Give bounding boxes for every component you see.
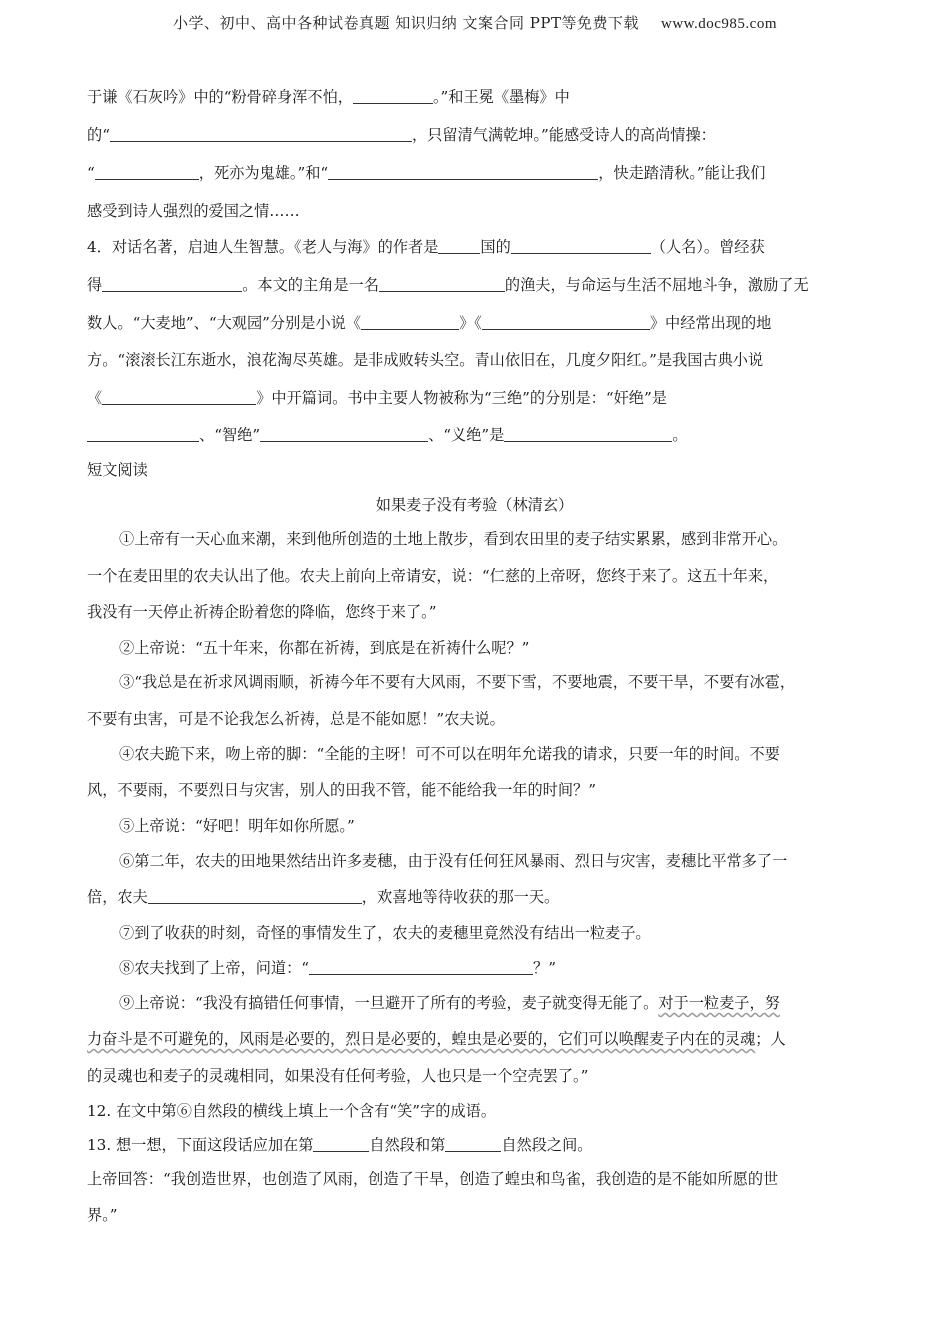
article-title: 如果麦子没有考验（林清玄） [375, 496, 574, 514]
paragraph-1-line-1: ①上帝有一天心血来潮，来到他所创造的土地上散步，看到农田里的麦子结实累累，感到非常开心。 [119, 530, 788, 548]
q4-text: 的渔夫，与命运与生活不屈地斗争，激励了无 [504, 276, 809, 294]
answer-blank[interactable] [361, 313, 459, 330]
answer-blank[interactable] [95, 163, 199, 180]
q4-line-1 [87, 236, 765, 257]
q4-text: 。 [672, 426, 688, 444]
page-header [0, 12, 950, 33]
q4-text: 、“智绝” [199, 426, 261, 444]
q3-text: “ [87, 164, 95, 182]
q13-text: 自然段和第 [369, 1136, 446, 1154]
q4-text: 数人。“大麦地”、“大观园”分别是小说《 [87, 314, 362, 332]
answer-blank[interactable] [110, 125, 412, 142]
q3-line-4: 感受到诗人强烈的爱国之情…… [87, 202, 300, 220]
answer-blank[interactable] [379, 275, 505, 292]
p6-text: 倍，农夫 [87, 888, 148, 906]
p9-text: ；人 [755, 1030, 786, 1048]
answer-blank[interactable] [353, 87, 433, 104]
answer-blank[interactable] [511, 237, 651, 254]
p9-text: ⑨上帝说：“我没有搞错任何事情，一旦避开了所有的考验，麦子就变得无能了。 [119, 994, 659, 1012]
q4-text: （人名）。曾经获 [650, 238, 765, 256]
paragraph-3-line-2: 不要有虫害，可是不论我怎么祈祷，总是不能如愿！”农夫说。 [87, 710, 505, 728]
paragraph-9-line-3: 的灵魂也和麦子的灵魂相同，如果没有任何考验，人也只是一个空壳罢了。” [87, 1067, 589, 1085]
paragraph-4-line-2: 风，不要雨，不要烈日与灾害，别人的田我不管，能不能给我一年的时间？” [87, 781, 596, 799]
paragraph-4-line-1: ④农夫跪下来，吻上帝的脚：“全能的主呀！可不可以在明年允诺我的请求，只要一年的时间。不要 [119, 745, 780, 763]
q4-text: 》《 [459, 314, 482, 332]
p8-text: ⑧农夫找到了上帝，问道：“ [119, 959, 310, 977]
paragraph-1-line-3: 我没有一天停止祈祷企盼着您的降临，您终于来了。” [87, 603, 437, 621]
answer-blank[interactable] [309, 958, 533, 975]
q4-text: 4．对话名著，启迪人生智慧。《老人与海》的作者是 [87, 238, 439, 256]
answer-blank[interactable] [313, 1135, 369, 1152]
p9-underlined-text: 对于一粒麦子，努 [658, 994, 780, 1012]
q13-text: 自然段之间。 [501, 1136, 593, 1154]
q4-line-4: 方。“滚滚长江东逝水，浪花淘尽英雄。是非成败转头空。青山依旧在，几度夕阳红。”是我国古典小说 [87, 351, 764, 369]
q4-line-2 [87, 274, 809, 295]
p6-text: ，欢喜地等待收获的那一天。 [361, 888, 560, 906]
header-site: www.doc985.com [660, 16, 777, 32]
answer-blank[interactable] [102, 275, 242, 292]
header-text: 小学、初中、高中各种试卷真题 知识归纳 文案合同 PPT等免费下载 [172, 14, 639, 32]
answer-blank[interactable] [87, 425, 199, 442]
q4-text: 《 [87, 389, 103, 407]
paragraph-5: ⑤上帝说：“好吧！明年如你所愿。” [119, 817, 355, 835]
question-13-quote-line-1: 上帝回答：“我创造世界，也创造了风雨，创造了干旱，创造了蝗虫和鸟雀，我创造的是不能如所愿的世 [87, 1170, 779, 1188]
q3-text: ，只留清气满乾坤。”能感受诗人的高尚情操： [411, 126, 716, 144]
answer-blank[interactable] [482, 313, 650, 330]
q3-text: 于谦《石灰吟》中的“粉骨碎身浑不怕， [87, 88, 353, 106]
q3-text: ，快走踏清秋。”能让我们 [598, 164, 766, 182]
question-12: 12. 在文中第⑥自然段的横线上填上一个含有“笑”字的成语。 [87, 1102, 497, 1120]
q4-line-5 [87, 387, 667, 408]
p9-underlined-text: 力奋斗是不可避免的，风雨是必要的，烈日是必要的，蝗虫是必要的，它们可以唤醒麦子内在的灵魂 [87, 1030, 756, 1048]
q4-text: 》中经常出现的地 [649, 314, 772, 332]
question-13 [87, 1134, 592, 1155]
answer-blank[interactable] [102, 388, 256, 405]
q4-text: 。本文的主角是一名 [242, 276, 379, 294]
idiom-answer-blank[interactable] [148, 887, 362, 904]
answer-blank[interactable] [445, 1135, 501, 1152]
q13-text: 13. 想一想，下面这段话应加在第 [87, 1136, 314, 1154]
paragraph-6-line-1: ⑥第二年，农夫的田地果然结出许多麦穗，由于没有任何狂风暴雨、烈日与灾害，麦穗比平常多了一 [119, 852, 788, 870]
paragraph-9-line-2 [87, 1028, 786, 1049]
paragraph-1-line-2: 一个在麦田里的农夫认出了他。农夫上前向上帝请安，说：“仁慈的上帝呀，您终于来了。这五十年来， [87, 567, 779, 585]
answer-blank[interactable] [504, 425, 672, 442]
q4-text: 国的 [480, 238, 511, 256]
paragraph-8 [119, 957, 556, 978]
paragraph-2: ②上帝说：“五十年来，你都在祈祷，到底是在祈祷什么呢？” [119, 639, 530, 657]
question-13-quote-line-2: 界。” [87, 1206, 118, 1224]
answer-blank[interactable] [260, 425, 428, 442]
p8-text: ？” [533, 959, 556, 977]
paragraph-6-line-2 [87, 886, 559, 907]
answer-blank[interactable] [328, 163, 598, 180]
q4-line-6 [87, 424, 688, 445]
q4-line-3 [87, 312, 771, 333]
q4-text: 得 [87, 276, 103, 294]
paragraph-7: ⑦到了收获的时刻，奇怪的事情发生了，农夫的麦穗里竟然没有结出一粒麦子。 [119, 924, 651, 942]
q3-text: 的“ [87, 126, 110, 144]
paragraph-3-line-1: ③“我总是在祈求风调雨顺，祈祷今年不要有大风雨，不要下雪，不要地震，不要干旱，不要有冰雹， [119, 673, 796, 691]
q3-line-3 [87, 162, 765, 183]
q3-text: ，死亦为鬼雄。”和“ [198, 164, 329, 182]
paragraph-9-line-1 [119, 992, 780, 1013]
q3-text: 。”和王冕《墨梅》中 [432, 88, 570, 106]
q4-text: 》中开篇词。书中主要人物被称为“三绝”的分别是：“奸绝”是 [256, 389, 667, 407]
q3-line-2 [87, 124, 716, 145]
q4-text: 、“义绝”是 [428, 426, 505, 444]
answer-blank[interactable] [438, 237, 480, 254]
q3-line-1 [87, 86, 570, 107]
section-label: 短文阅读 [87, 461, 148, 479]
